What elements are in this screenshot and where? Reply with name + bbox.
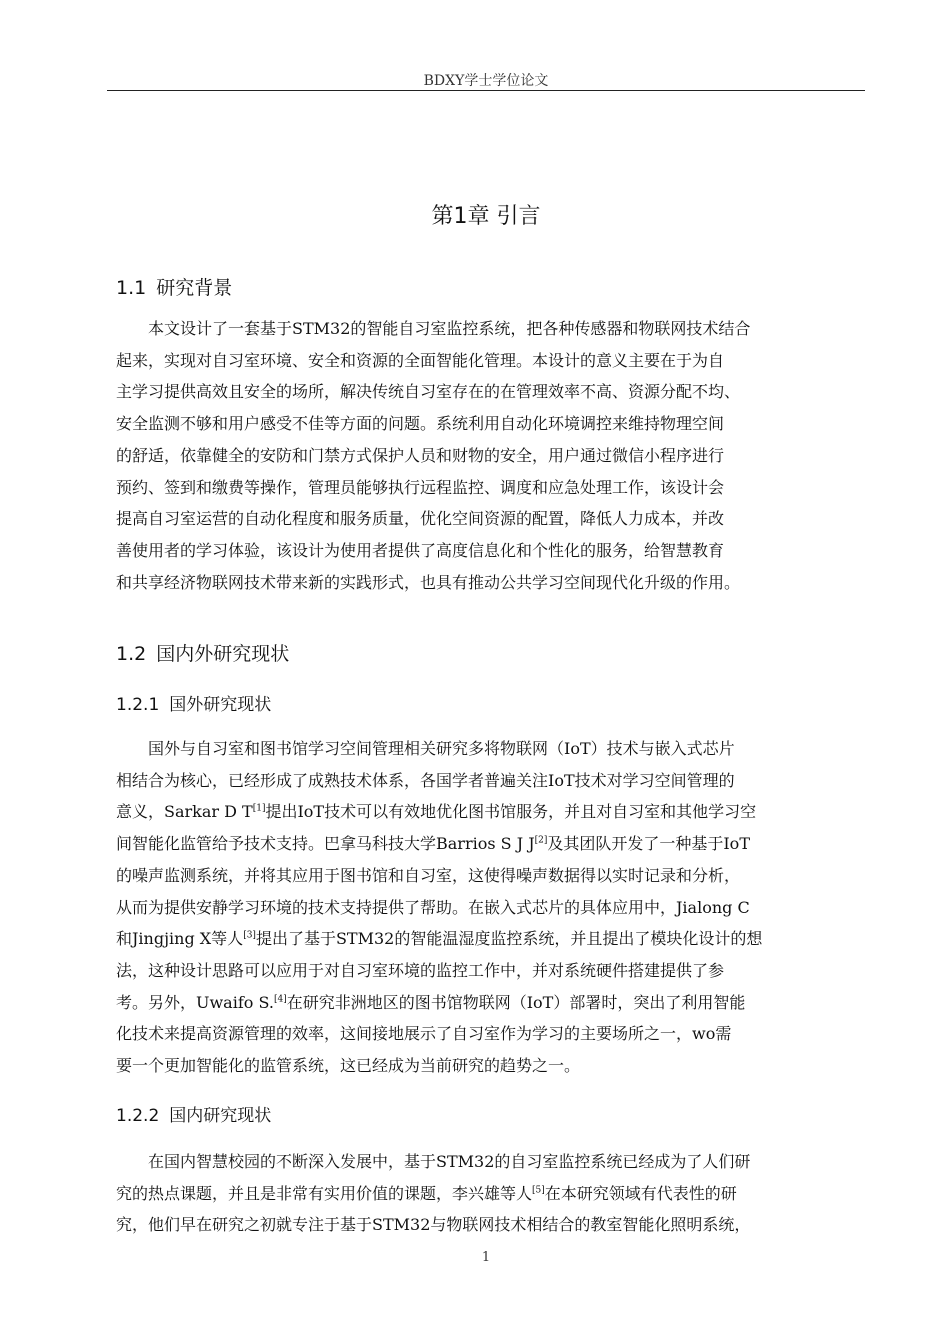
text-span: 及其团队开发了一种基于IoT xyxy=(547,834,750,854)
text-span: 究的热点课题，并且是非常有实用价值的课题，李兴雄等人 xyxy=(116,1183,533,1203)
paragraph-research-background xyxy=(116,313,864,598)
header-rule xyxy=(107,90,865,91)
citation-ref: [4] xyxy=(273,994,287,1005)
text-line: 的噪声监测系统，并将其应用于图书馆和自习室，这使得噪声数据得以实时记录和分析， xyxy=(116,865,741,885)
chapter-title: 第1章 引言 xyxy=(431,204,541,229)
text-span: 意义，Sarkar D T xyxy=(116,802,253,822)
text-line: 在国内智慧校园的不断深入发展中，基于STM32的自习室监控系统已经成为了人们研 xyxy=(148,1152,751,1171)
text-span: 在本研究领域有代表性的研 xyxy=(544,1183,737,1203)
section-heading-1-2-1 xyxy=(116,692,271,718)
text-line: 本文设计了一套基于STM32的智能自习室监控系统，把各种传感器和物联网技术结合 xyxy=(148,319,751,338)
section-number: 1.2.2 xyxy=(116,1106,160,1126)
text-line: 起来，实现对自习室环境、安全和资源的全面智能化管理。本设计的意义主要在于为自 xyxy=(116,350,725,370)
text-span: 考。另外，Uwaifo S. xyxy=(116,992,274,1012)
citation-ref: [1] xyxy=(252,804,266,815)
running-header: BDXY学士学位论文 xyxy=(423,73,549,89)
text-line: 化技术来提高资源管理的效率，这间接地展示了自习室作为学习的主要场所之一，wo需 xyxy=(116,1024,732,1044)
text-span: 和Jingjing X等人 xyxy=(116,929,244,949)
text-line: 相结合为核心，已经形成了成熟技术体系，各国学者普遍关注IoT技术对学习空间管理的 xyxy=(116,770,735,790)
text-line: 法，这种设计思路可以应用于对自习室环境的监控工作中，并对系统硬件搭建提供了参 xyxy=(116,960,725,980)
section-title: 国外研究现状 xyxy=(169,695,272,715)
text-line: 要一个更加智能化的监管系统，这已经成为当前研究的趋势之一。 xyxy=(116,1056,581,1076)
section-title: 国内研究现状 xyxy=(169,1106,272,1126)
citation-ref: [2] xyxy=(534,835,548,846)
text-line: 善使用者的学习体验，该设计为使用者提供了高度信息化和个性化的服务，给智慧教育 xyxy=(116,540,725,560)
text-line: 安全监测不够和用户感受不佳等方面的问题。系统利用自动化环境调控来维持物理空间 xyxy=(116,414,725,434)
section-heading-1-2 xyxy=(116,640,289,668)
text-line: 提高自习室运营的自动化程度和服务质量，优化空间资源的配置，降低人力成本，并改 xyxy=(116,509,725,529)
paragraph-foreign-research xyxy=(116,733,864,1082)
paragraph-domestic-research xyxy=(116,1146,864,1241)
section-heading-1-2-2 xyxy=(116,1103,271,1129)
text-line: 从而为提供安静学习环境的技术支持提供了帮助。在嵌入式芯片的具体应用中，Jialong C xyxy=(116,897,750,917)
text-line xyxy=(116,1178,864,1210)
text-line: 和共享经济物联网技术带来新的实践形式，也具有推动公共学习空间现代化升级的作用。 xyxy=(116,572,741,592)
text-line: 的舒适，依靠健全的安防和门禁方式保护人员和财物的安全，用户通过微信小程序进行 xyxy=(116,445,725,465)
text-span: 间智能化监管给予技术支持。巴拿马科技大学Barrios S J J xyxy=(116,834,535,854)
text-line: 国外与自习室和图书馆学习空间管理相关研究多将物联网（IoT）技术与嵌入式芯片 xyxy=(148,739,735,758)
section-number: 1.2 xyxy=(116,643,147,665)
citation-ref: [5] xyxy=(532,1185,545,1196)
citation-ref: [3] xyxy=(243,930,256,941)
text-span: 提出了基于STM32的智能温湿度监控系统，并且提出了模块化设计的想 xyxy=(255,929,763,949)
text-line xyxy=(116,923,864,955)
text-line: 主学习提供高效且安全的场所，解决传统自习室存在的在管理效率不高、资源分配不均、 xyxy=(116,382,741,402)
text-line: 究，他们早在研究之初就专注于基于STM32与物联网技术相结合的教室智能化照明系统， xyxy=(116,1215,751,1235)
section-number: 1.1 xyxy=(116,277,147,299)
text-line xyxy=(116,987,864,1019)
text-line: 预约、签到和缴费等操作，管理员能够执行远程监控、调度和应急处理工作，该设计会 xyxy=(116,477,725,497)
section-heading-1-1 xyxy=(116,274,232,302)
text-line xyxy=(116,796,864,828)
section-title: 研究背景 xyxy=(156,277,233,299)
page-number: 1 xyxy=(481,1250,491,1265)
text-span: 在研究非洲地区的图书馆物联网（IoT）部署时，突出了利用智能 xyxy=(286,992,746,1012)
text-span: 提出IoT技术可以有效地优化图书馆服务，并且对自习室和其他学习空 xyxy=(265,802,757,822)
section-number: 1.2.1 xyxy=(116,695,160,715)
section-title: 国内外研究现状 xyxy=(156,643,290,665)
text-line xyxy=(116,828,864,860)
